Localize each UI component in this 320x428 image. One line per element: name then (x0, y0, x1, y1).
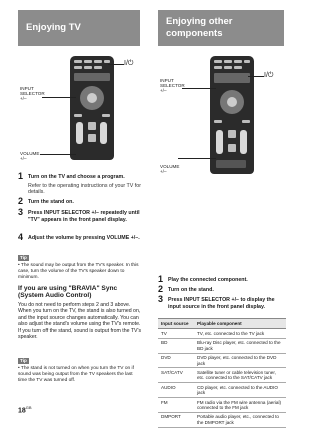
table-row: DVD DVD player, etc. connected to the DVD jack (158, 353, 286, 368)
power-label: I/⏻ (124, 60, 134, 67)
tip-text: • The stand is not turned on when you turn the TV on if sound was being output from the TV speakers the last time the TV was turned off. (18, 366, 134, 383)
callout-line (40, 154, 76, 155)
section-body: You do not need to perform steps 2 and 3 above. When you turn on the TV, the stand is also turned on, and the input source changes automatically. You can also adjust the stand's volume using the TV's remote. If you turn off the stand, sound is output from the TV's speaker. (18, 302, 142, 341)
input-selector-label: INPUT SELECTOR +/– (20, 86, 45, 102)
volume-rocker (76, 122, 83, 144)
remote-button (224, 66, 232, 69)
remote-enter (87, 93, 97, 103)
remote-enter (227, 97, 237, 107)
remote-button (214, 66, 222, 69)
table-row: BD Blu-ray Disc player, etc. connected to the BD jack (158, 338, 286, 353)
tip-label: Tip (20, 255, 27, 260)
step-1: 1 Play the connected component. (158, 274, 248, 284)
table-row: FM FM radio via the FM wire antenna (aerial) connected to the FM jack (158, 398, 286, 413)
remote-button (84, 60, 92, 63)
tip-text: • The sound may be output from the TV's speaker. In this case, turn the volume of the TV's speaker down to minimum. (18, 263, 139, 280)
remote-button (102, 114, 110, 117)
remote-button-row (216, 160, 246, 168)
volume-label: VOLUME +/– (20, 151, 40, 162)
table-row: TV TV, etc. connected to the TV jack (158, 329, 286, 338)
remote-button (84, 66, 92, 69)
remote-rocker (240, 130, 247, 154)
step-1: 1 Turn on the TV and choose a program. Refer to the operating instructions of your TV for details. (18, 171, 141, 196)
remote-button (104, 60, 110, 63)
step-3: 3 Press INPUT SELECTOR +/– repeatedly until "TV" appears in the front panel display. (18, 207, 140, 223)
remote-button-row (214, 73, 250, 83)
input-selector-label: INPUT SELECTOR +/– (160, 78, 185, 94)
column-header: Input source (158, 319, 194, 329)
step-2: 2 Turn on the stand. (158, 284, 214, 294)
table-row: AUDIO CD player, etc. connected to the AUDIO jack (158, 383, 286, 398)
remote-button (94, 66, 102, 69)
remote-button (234, 60, 242, 63)
volume-label: VOLUME +/– (160, 164, 180, 175)
remote-button (224, 60, 232, 63)
header-title-line1: Enjoying other (166, 16, 233, 27)
callout-line (182, 88, 216, 89)
callout-line (42, 97, 76, 98)
header-title: Enjoying TV (26, 22, 81, 33)
remote-button (242, 120, 250, 123)
remote-button (88, 122, 96, 130)
column-header: Playable component (194, 319, 286, 329)
remote-button (228, 130, 236, 138)
table-header-row (158, 319, 286, 329)
volume-rocker (216, 130, 223, 154)
power-label: I/⏻ (264, 72, 274, 79)
remote-button (214, 120, 222, 123)
remote-rocker (100, 122, 107, 144)
remote-button (74, 114, 82, 117)
step-4: 4 Adjust the volume by pressing VOLUME +/–. (18, 232, 140, 242)
section-header-enjoying-other-components (158, 10, 284, 46)
callout-line (248, 76, 264, 77)
section-header-enjoying-tv (18, 10, 140, 46)
remote-button (228, 144, 236, 152)
remote-button (74, 66, 82, 69)
page-number: $18^{GB}$ (18, 405, 32, 415)
table-row: SAT/CATV Satellite tuner or cable television tuner, etc. connected to the SAT/CATV jack (158, 368, 286, 383)
remote-button (244, 60, 250, 63)
tip-label: Tip (20, 358, 27, 363)
remote-button (88, 134, 96, 142)
table-row: DMPORT Portable audio player, etc., connected to the DMPORT jack (158, 412, 286, 427)
step-2: 2 Turn the stand on. (18, 196, 74, 206)
remote-button-row (74, 73, 110, 81)
remote-button (234, 66, 242, 69)
remote-button (74, 60, 82, 63)
callout-line (108, 64, 124, 65)
header-title-line2: components (166, 28, 223, 39)
section-heading: If you are using "BRAVIA" Sync (System Audio Control) (18, 285, 118, 300)
remote-button (94, 60, 102, 63)
input-source-table (158, 318, 286, 428)
callout-line (178, 158, 216, 159)
step-3: 3 Press INPUT SELECTOR +/– to display the input source in the front panel display. (158, 294, 275, 310)
remote-button (214, 60, 222, 63)
